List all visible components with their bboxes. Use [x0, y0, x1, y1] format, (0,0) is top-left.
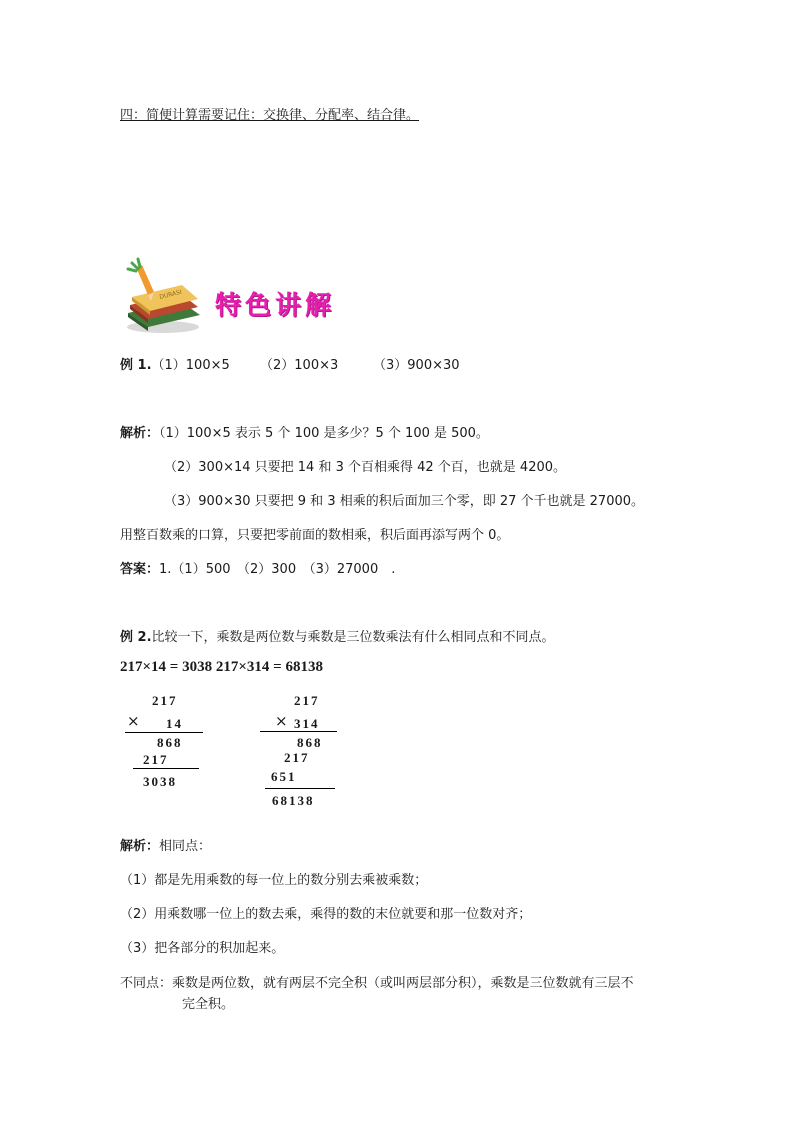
- example2-question: 比较一下，乘数是两位数与乘数是三位数乘法有什么相同点和不同点。: [151, 630, 555, 645]
- calc2-rule-1: [260, 731, 337, 732]
- calc1-rule-2: [133, 768, 199, 769]
- analysis2-label: 解析：: [120, 839, 160, 854]
- analysis2-diff-line2: 完全积。: [182, 997, 235, 1012]
- calc2-result: 68138: [272, 793, 315, 808]
- calc2-partial1: 868: [297, 735, 323, 750]
- example2-line: [120, 626, 555, 645]
- example1-line: [120, 354, 230, 373]
- analysis2-diff-line1: 不同点：乘数是两位数，就有两层不完全积（或叫两层部分积），乘数是三位数就有三层不: [120, 976, 634, 991]
- analysis2-point-2: （2）用乘数哪一位上的数去乘，乘得的数的末位就要和那一位数对齐；: [120, 907, 532, 922]
- analysis1-line3: （3）900×30 只要把 9 和 3 相乘的积后面加三个零，即 27 个千也就是 27000。: [164, 494, 645, 509]
- analysis2-same-label: 相同点：: [159, 839, 212, 854]
- answer1-label: 答案：: [120, 562, 160, 577]
- answer1-line: [120, 558, 395, 577]
- answer1-text: 1.（1）500 （2）300 （3）27000 .: [159, 562, 396, 577]
- calc1-rule-1: [125, 732, 203, 733]
- calc2-multiplier: 314: [294, 716, 320, 731]
- section4-heading: 四：简便计算需要记住：交换律、分配率、结合律。: [120, 108, 420, 123]
- example1-item-3: （3）900×30: [373, 358, 460, 373]
- analysis1-label: 解析：: [120, 426, 160, 441]
- calc1-top: 217: [152, 693, 178, 708]
- calc1-result: 3038: [143, 774, 177, 789]
- example1-item-1: （1）100×5: [151, 358, 230, 373]
- analysis2-point-1: （1）都是先用乘数的每一位上的数分别去乘被乘数；: [120, 873, 428, 888]
- analysis1-summary: 用整百数乘的口算，只要把零前面的数相乘，积后面再添写两个 0。: [120, 528, 510, 543]
- calc2-top: 217: [294, 693, 320, 708]
- book-stack-pencil-icon: [118, 255, 208, 335]
- analysis1-line1: [120, 422, 489, 441]
- calc1-times: ×: [127, 712, 140, 730]
- analysis1-text1: （1）100×5 表示 5 个 100 是多少？5 个 100 是 500。: [159, 426, 489, 441]
- analysis2-point-3: （3）把各部分的积加起来。: [120, 941, 285, 956]
- calc2-partial3: 651: [271, 769, 297, 784]
- calc1-partial1: 868: [157, 735, 183, 750]
- example1-item-2: （2）100×3: [260, 358, 339, 373]
- analysis1-line2: （2）300×14 只要把 14 和 3 个百相乘得 42 个百，也就是 4200。: [164, 460, 567, 475]
- calc2-times: ×: [275, 712, 288, 730]
- example1-label: 例 1.: [120, 358, 152, 373]
- book-label: DURASI: [158, 288, 183, 301]
- calc2-partial2: 217: [284, 750, 310, 765]
- example2-equation: 217×14 = 3038 217×314 = 68138: [120, 659, 323, 675]
- example2-label: 例 2.: [120, 630, 152, 645]
- analysis2-heading: [120, 835, 211, 854]
- calc1-partial2: 217: [143, 752, 169, 767]
- banner-title: 特色讲解: [215, 291, 336, 321]
- calc2-rule-2: [265, 788, 335, 789]
- calc1-multiplier: 14: [166, 716, 183, 731]
